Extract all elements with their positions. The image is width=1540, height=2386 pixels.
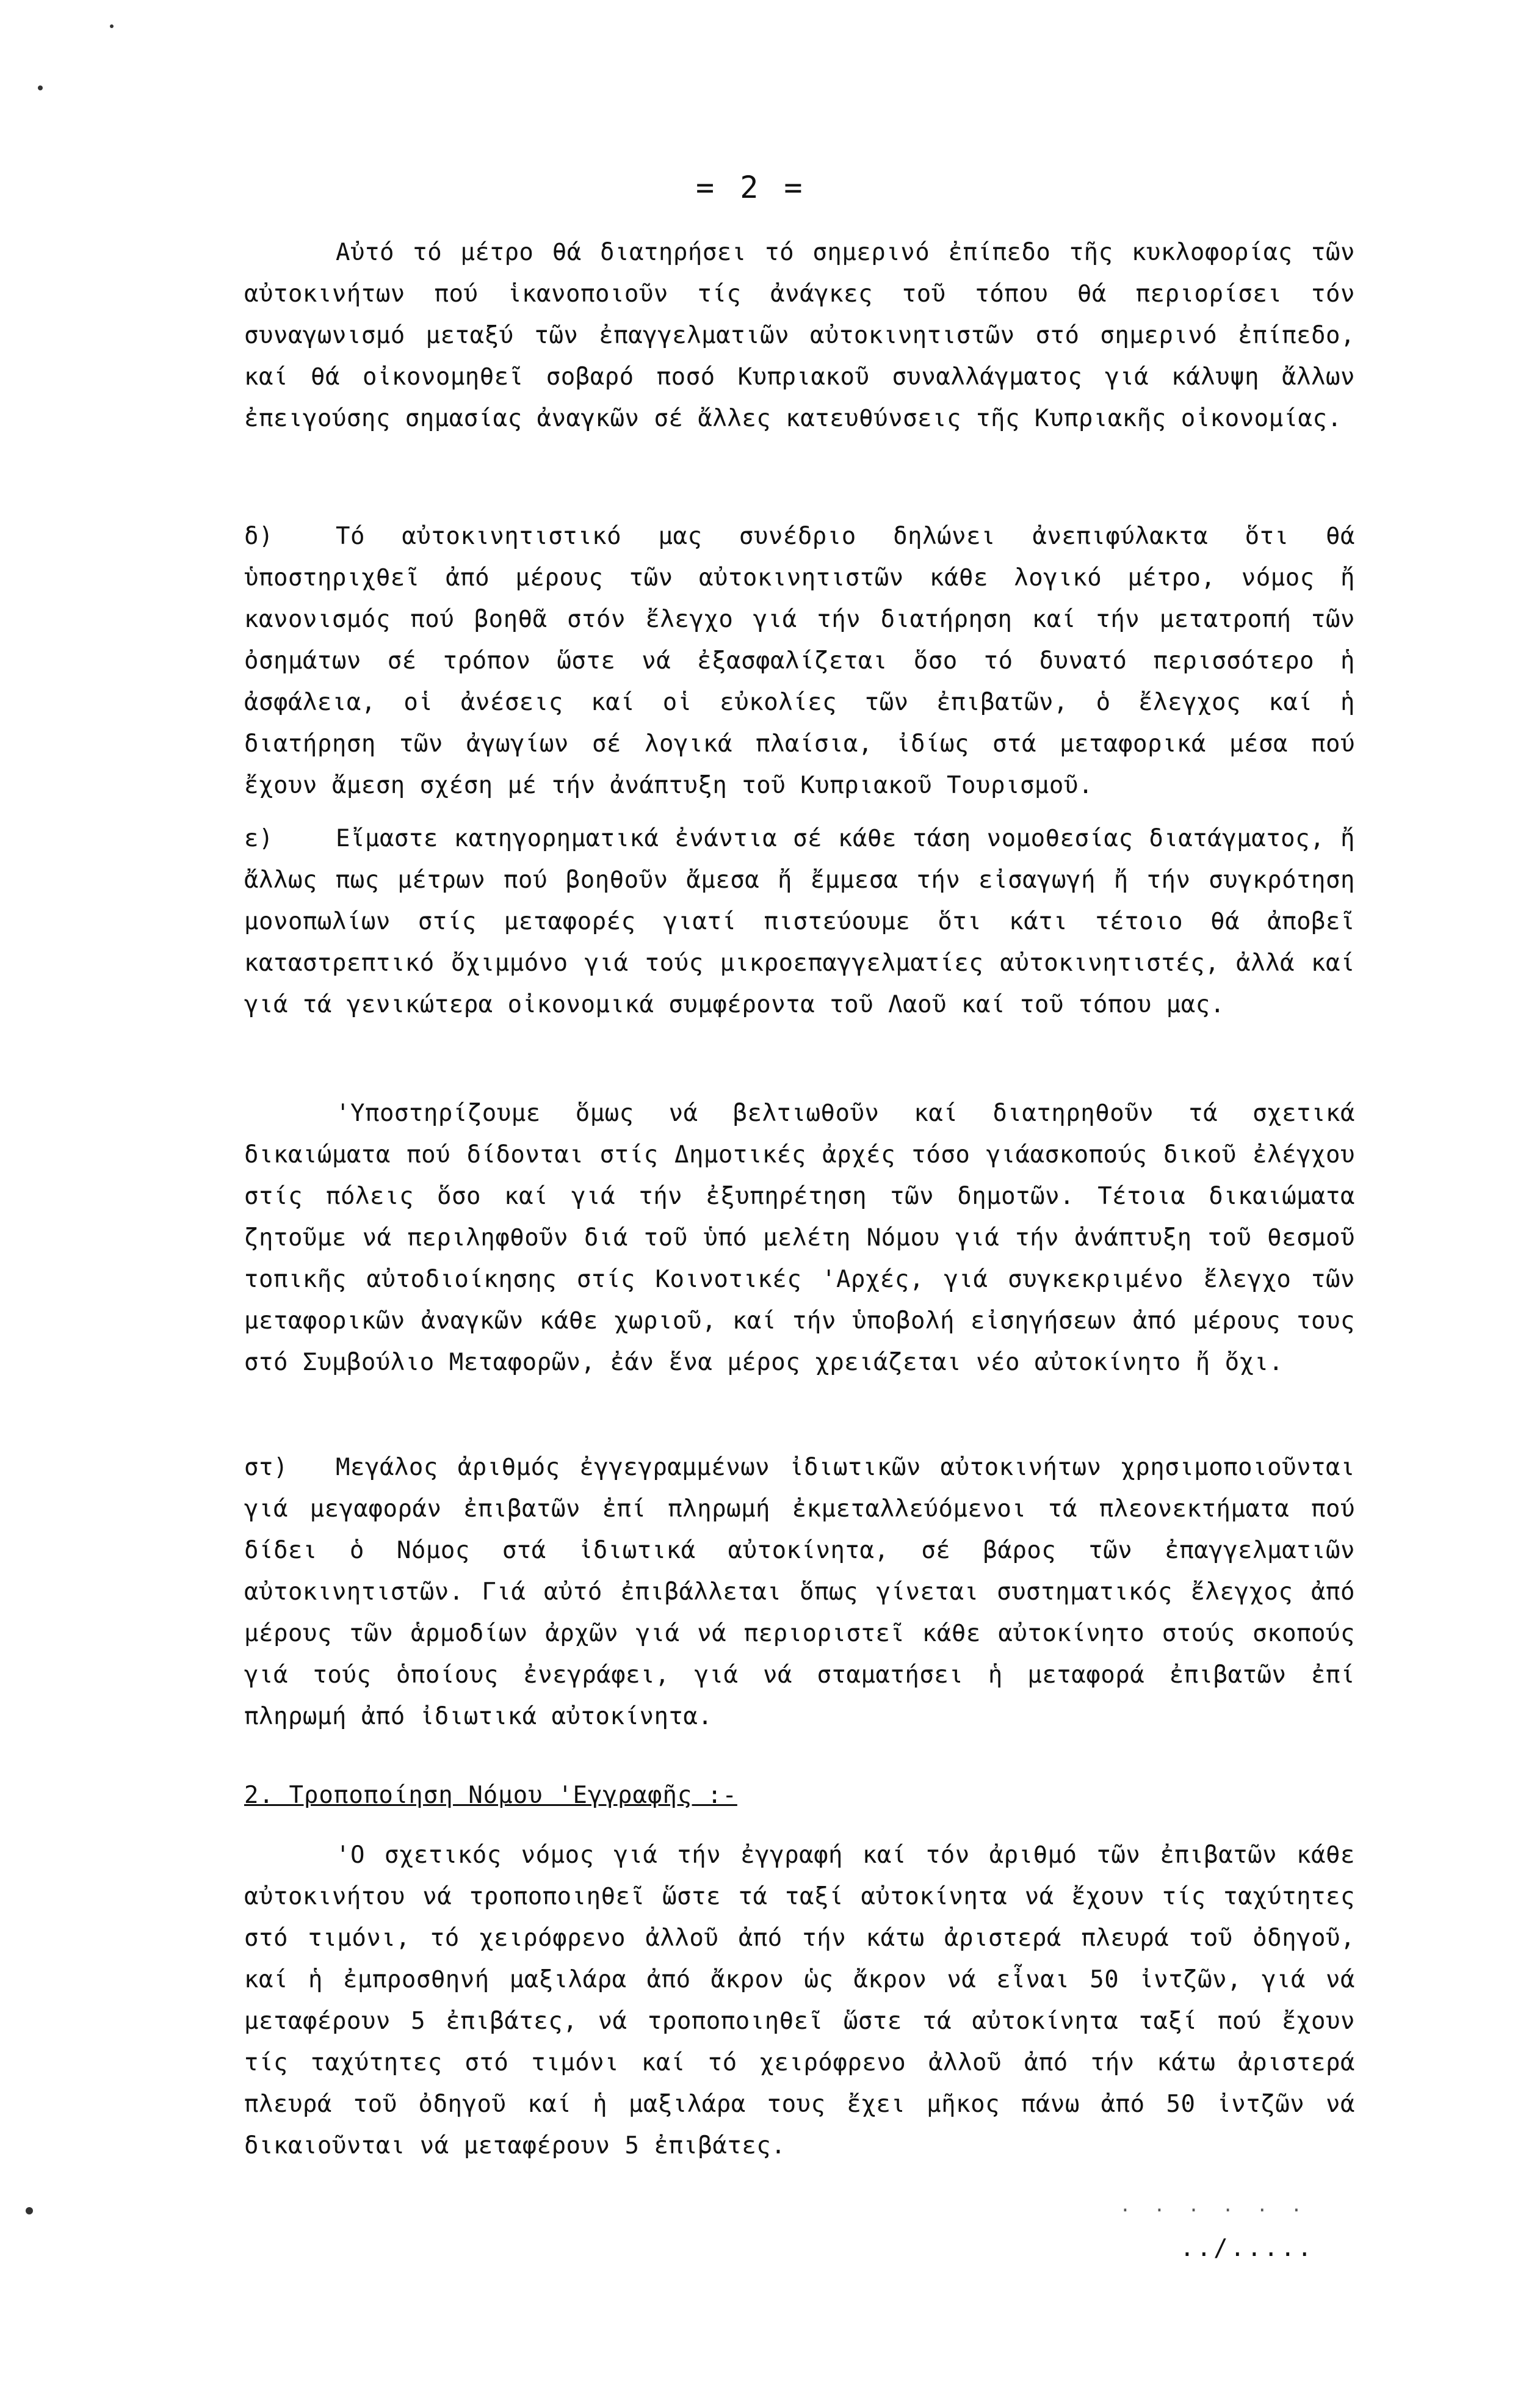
list-item-text: Μεγάλος ἀριθμός ἐγγεγραμμένων ἰδιωτικῶν αὐτοκινήτων χρησιμοποιοῦνται γιά μεγαφοράν ἐπιβατῶν ἐπί πληρωμή ἐκμεταλλεύόμενοι τά πλεονεκτήματα πού δίδει ὁ Νόμος στά ἰδιωτικά αὐτοκίνητα, σέ βάρος τῶν ἐπαγγελματιῶν αὐτοκινητιστῶν. Γιά αὐτό ἐπιβάλλεται ὅπως γίνεται συστηματικός ἔλεγχος ἀπό μέρους τῶν ἁρμοδίων ἀρχῶν γιά νά περιοριστεῖ κάθε αὐτοκίνητο στούς σκοπούς γιά τούς ὁποίους ἐνεγράφει, γιά νά σταματήσει ἡ μεταφορά ἐπιβατῶν ἐπί πληρωμή ἀπό ἰδιωτικά αὐτοκίνητα. xyxy=(244,1454,1355,1730)
section-heading: 2. Τροποποίηση Νόμου 'Εγγραφῆς :- xyxy=(244,1782,737,1809)
intro-paragraph: Αὐτό τό μέτρο θά διατηρήσει τό σημερινό ἐπίπεδο τῆς κυκλοφορίας τῶν αὐτοκινήτων πού ἱκανοποιοῦν τίς ἀνάγκες τοῦ τόπου θά περιορίσει τόν συναγωνισμό μεταξύ τῶν ἐπαγγελματιῶν αὐτοκινητιστῶν στό σημερινό ἐπίπεδο, καί θά οἰκονομηθεῖ σοβαρό ποσό Κυπριακοῦ συναλλάγματος γιά κάλυψη ἄλλων ἐπειγούσης σημασίας ἀναγκῶν σέ ἄλλες κατευθύνσεις τῆς Κυπριακῆς οἰκονομίας. xyxy=(244,239,1355,432)
dot-leader: . . . . . . xyxy=(1119,2195,1308,2216)
page-number: = 2 = xyxy=(696,170,806,205)
list-item-d xyxy=(244,516,1355,807)
list-item-st xyxy=(244,1447,1355,1738)
continuation-mark: ../..... xyxy=(1180,2235,1314,2262)
list-item-e xyxy=(244,818,1355,1026)
list-item-text: Τό αὐτοκινητιστικό μας συνέδριο δηλώνει ἀνεπιφύλακτα ὅτι θά ὑποστηριχθεῖ ἀπό μέρους τῶν αὐτοκινητιστῶν κάθε λογικό μέτρο, νόμος ἤ κανονισμός πού βοηθᾶ στόν ἔλεγχο γιά τήν διατήρηση καί τήν μετατροπή τῶν ὀσημάτων σέ τρόπον ὥστε νά ἐξασφαλίζεται ὅσο τό δυνατό περισσότερο ἡ ἀσφάλεια, οἱ ἀνέσεις καί οἱ εὐκολίες τῶν ἐπιβατῶν, ὁ ἔλεγχος καί ἡ διατήρηση τῶν ἀγωγίων σέ λογικά πλαίσια, ἰδίως στά μεταφορικά μέσα πού ἔχουν ἄμεση σχέση μέ τήν ἀνάπτυξη τοῦ Κυπριακοῦ Τουρισμοῦ. xyxy=(244,523,1355,799)
punch-hole-mark xyxy=(26,2207,33,2214)
support-paragraph: 'Υποστηρίζουμε ὅμως νά βελτιωθοῦν καί διατηρηθοῦν τά σχετικά δικαιώματα πού δίδονται στίς Δημοτικές ἀρχές τόσο γιάασκοπούς δικοῦ ἐλέγχου στίς πόλεις ὅσο καί γιά τήν ἐξυπηρέτηση τῶν δημοτῶν. Τέτοια δικαιώματα ζητοῦμε νά περιληφθοῦν διά τοῦ ὑπό μελέτη Νόμου γιά τήν ἀνάπτυξη τοῦ θεσμοῦ τοπικῆς αὐτοδιοίκησης στίς Κοινοτικές 'Αρχές, γιά συγκεκριμένο ἔλεγχο τῶν μεταφορικῶν ἀναγκῶν κάθε χωριοῦ, καί τήν ὑποβολή εἰσηγήσεων ἀπό μέρους τους στό Συμβούλιο Μεταφορῶν, ἐάν ἕνα μέρος χρειάζεται νέο αὐτοκίνητο ἤ ὄχι. xyxy=(244,1100,1355,1376)
list-item-text: Εἴμαστε κατηγορηματικά ἐνάντια σέ κάθε τάση νομοθεσίας διατάγματος, ἤ ἄλλως πως μέτρων πού βοηθοῦν ἄμεσα ἤ ἔμμεσα τήν εἰσαγωγή ἤ τήν συγκρότηση μονοπωλίων στίς μεταφορές γιατί πιστεύουμε ὅτι κάτι τέτοιο θά ἀποβεῖ καταστρεπτικό ὄχιμμόνο γιά τούς μικροεπαγγελματίες αὐτοκινητιστές, ἀλλά καί γιά τά γενικώτερα οἰκονομικά συμφέροντα τοῦ Λαοῦ καί τοῦ τόπου μας. xyxy=(244,825,1355,1018)
section-paragraph: 'Ο σχετικός νόμος γιά τήν ἐγγραφή καί τόν ἀριθμό τῶν ἐπιβατῶν κάθε αὐτοκινήτου νά τροποποιηθεῖ ὥστε τά ταξί αὐτοκίνητα νά ἔχουν τίς ταχύτητες στό τιμόνι, τό χειρόφρενο ἀλλοῦ ἀπό τήν κάτω ἀριστερά πλευρά τοῦ ὀδηγοῦ, καί ἡ ἐμπροσθηνή μαξιλάρα ἀπό ἄκρον ὡς ἄκρον νά εἶναι 50 ἰντζῶν, γιά νά μεταφέρουν 5 ἐπιβάτες, νά τροποποιηθεῖ ὥστε τά αὐτοκίνητα ταξί πού ἔχουν τίς ταχύτητες στό τιμόνι καί τό χειρόφρενο ἀλλοῦ ἀπό τήν κάτω ἀριστερά πλευρά τοῦ ὀδηγοῦ καί ἡ μαξιλάρα τους ἔχει μῆκος πάνω ἀπό 50 ἰντζῶν νά δικαιοῦνται νά μεταφέρουν 5 ἐπιβάτες. xyxy=(244,1841,1355,2159)
scan-speck xyxy=(38,85,43,90)
scan-speck xyxy=(110,24,114,28)
list-item-marker: ε) xyxy=(244,825,273,852)
list-item-marker: στ) xyxy=(244,1454,288,1481)
list-item-marker: δ) xyxy=(244,523,273,550)
